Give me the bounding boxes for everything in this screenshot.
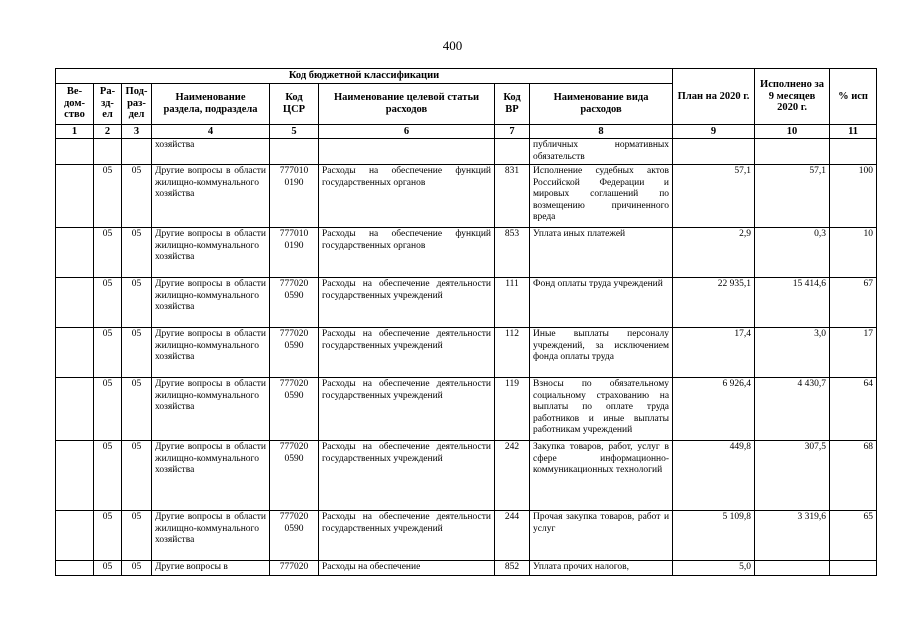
table-row [56, 378, 877, 441]
cell-subsection [122, 139, 152, 165]
cell-expense-type-name: Иные выплаты персоналу учреждений, за исключением фонда оплаты труда [530, 328, 673, 378]
column-header-section-name: Наименование раздела, подраздела [152, 83, 270, 124]
cell-expense-type-name: Прочая закупка товаров, работ и услуг [530, 511, 673, 561]
cell-department [56, 561, 94, 576]
cell-plan: 2,9 [673, 228, 755, 278]
cell-plan: 6 926,4 [673, 378, 755, 441]
cell-expense-type-name: Фонд оплаты труда учреждений [530, 278, 673, 328]
cell-expense-type-name: Уплата прочих налогов, [530, 561, 673, 576]
column-header-percent: % исп [830, 69, 877, 125]
cell-section: 05 [94, 228, 122, 278]
column-number: 4 [152, 124, 270, 139]
cell-plan: 17,4 [673, 328, 755, 378]
cell-department [56, 139, 94, 165]
column-number: 2 [94, 124, 122, 139]
cell-vr-code: 244 [495, 511, 530, 561]
cell-vr-code: 853 [495, 228, 530, 278]
cell-percent: 65 [830, 511, 877, 561]
table-row [56, 561, 877, 576]
cell-executed [755, 139, 830, 165]
cell-plan: 5,0 [673, 561, 755, 576]
cell-csr-code: 777020 0590 [270, 278, 319, 328]
cell-expense-type-name: публичных нормативных обязательств [530, 139, 673, 165]
cell-section-name: Другие вопросы в области жилищно-коммунального хозяйства [152, 228, 270, 278]
budget-classification-header: Код бюджетной классификации [56, 69, 673, 84]
cell-target-item-name: Расходы на обеспечение деятельности государственных учреждений [319, 441, 495, 511]
column-header-section: Ра- зд- ел [94, 83, 122, 124]
cell-percent: 64 [830, 378, 877, 441]
cell-csr-code [270, 139, 319, 165]
cell-percent: 67 [830, 278, 877, 328]
cell-vr-code [495, 139, 530, 165]
column-number: 5 [270, 124, 319, 139]
cell-executed: 307,5 [755, 441, 830, 511]
cell-section-name: Другие вопросы в [152, 561, 270, 576]
cell-subsection: 05 [122, 278, 152, 328]
cell-csr-code: 777020 0590 [270, 511, 319, 561]
cell-plan: 22 935,1 [673, 278, 755, 328]
cell-percent [830, 561, 877, 576]
cell-vr-code: 112 [495, 328, 530, 378]
cell-plan [673, 139, 755, 165]
cell-percent [830, 139, 877, 165]
cell-csr-code: 777010 0190 [270, 165, 319, 228]
cell-subsection: 05 [122, 378, 152, 441]
column-number: 9 [673, 124, 755, 139]
cell-expense-type-name: Закупка товаров, работ, услуг в сфере информационно-коммуникационных технологий [530, 441, 673, 511]
cell-section: 05 [94, 378, 122, 441]
cell-section: 05 [94, 328, 122, 378]
cell-percent: 10 [830, 228, 877, 278]
cell-target-item-name: Расходы на обеспечение деятельности государственных учреждений [319, 278, 495, 328]
table-body [56, 139, 877, 576]
table-row [56, 165, 877, 228]
column-number: 7 [495, 124, 530, 139]
cell-csr-code: 777010 0190 [270, 228, 319, 278]
cell-target-item-name: Расходы на обеспечение деятельности государственных учреждений [319, 511, 495, 561]
cell-target-item-name: Расходы на обеспечение деятельности государственных учреждений [319, 378, 495, 441]
cell-executed: 3 319,6 [755, 511, 830, 561]
column-number: 3 [122, 124, 152, 139]
cell-csr-code: 777020 0590 [270, 441, 319, 511]
cell-csr-code: 777020 0590 [270, 328, 319, 378]
cell-section-name: Другие вопросы в области жилищно-коммунального хозяйства [152, 511, 270, 561]
table-row [56, 278, 877, 328]
cell-department [56, 328, 94, 378]
page-number: 400 [442, 38, 463, 53]
cell-target-item-name: Расходы на обеспечение [319, 561, 495, 576]
budget-execution-table [55, 68, 877, 576]
cell-subsection: 05 [122, 511, 152, 561]
cell-department [56, 165, 94, 228]
table-row [56, 441, 877, 511]
cell-section: 05 [94, 441, 122, 511]
column-number: 11 [830, 124, 877, 139]
column-header-department: Ве- дом- ство [56, 83, 94, 124]
cell-subsection: 05 [122, 165, 152, 228]
cell-section-name: Другие вопросы в области жилищно-коммунального хозяйства [152, 278, 270, 328]
column-number: 8 [530, 124, 673, 139]
cell-plan: 57,1 [673, 165, 755, 228]
column-header-vr-code: Код ВР [495, 83, 530, 124]
cell-vr-code: 119 [495, 378, 530, 441]
column-header-subsection: Под- раз- дел [122, 83, 152, 124]
column-header-expense-type-name: Наименование вида расходов [530, 83, 673, 124]
cell-target-item-name: Расходы на обеспечение функций государственных органов [319, 165, 495, 228]
column-number: 6 [319, 124, 495, 139]
cell-executed [755, 561, 830, 576]
cell-plan: 5 109,8 [673, 511, 755, 561]
column-number: 1 [56, 124, 94, 139]
column-header-csr-code: Код ЦСР [270, 83, 319, 124]
cell-section [94, 139, 122, 165]
column-header-target-item-name: Наименование целевой статьи расходов [319, 83, 495, 124]
cell-executed: 57,1 [755, 165, 830, 228]
cell-executed: 4 430,7 [755, 378, 830, 441]
table-row [56, 228, 877, 278]
cell-csr-code: 777020 0590 [270, 378, 319, 441]
cell-section-name: хозяйства [152, 139, 270, 165]
cell-vr-code: 242 [495, 441, 530, 511]
cell-department [56, 378, 94, 441]
cell-expense-type-name: Уплата иных платежей [530, 228, 673, 278]
cell-section-name: Другие вопросы в области жилищно-коммунального хозяйства [152, 441, 270, 511]
cell-executed: 0,3 [755, 228, 830, 278]
table-row [56, 511, 877, 561]
cell-department [56, 511, 94, 561]
cell-section: 05 [94, 165, 122, 228]
cell-percent: 17 [830, 328, 877, 378]
cell-subsection: 05 [122, 328, 152, 378]
cell-vr-code: 852 [495, 561, 530, 576]
cell-percent: 100 [830, 165, 877, 228]
table-row [56, 328, 877, 378]
cell-vr-code: 831 [495, 165, 530, 228]
cell-subsection: 05 [122, 441, 152, 511]
cell-expense-type-name: Взносы по обязательному социальному страхованию на выплаты по оплате труда работников и иные выплаты работникам учреждений [530, 378, 673, 441]
cell-executed: 15 414,6 [755, 278, 830, 328]
cell-section-name: Другие вопросы в области жилищно-коммунального хозяйства [152, 378, 270, 441]
cell-section: 05 [94, 278, 122, 328]
cell-csr-code: 777020 [270, 561, 319, 576]
cell-expense-type-name: Исполнение судебных актов Российской Федерации и мировых соглашений по возмещению причиненного вреда [530, 165, 673, 228]
cell-section: 05 [94, 561, 122, 576]
column-header-executed: Исполнено за 9 месяцев 2020 г. [755, 69, 830, 125]
column-number: 10 [755, 124, 830, 139]
cell-target-item-name [319, 139, 495, 165]
cell-department [56, 228, 94, 278]
cell-section: 05 [94, 511, 122, 561]
cell-percent: 68 [830, 441, 877, 511]
table-row [56, 139, 877, 165]
cell-target-item-name: Расходы на обеспечение деятельности государственных учреждений [319, 328, 495, 378]
cell-plan: 449,8 [673, 441, 755, 511]
cell-subsection: 05 [122, 561, 152, 576]
cell-section-name: Другие вопросы в области жилищно-коммунального хозяйства [152, 328, 270, 378]
cell-target-item-name: Расходы на обеспечение функций государственных органов [319, 228, 495, 278]
cell-vr-code: 111 [495, 278, 530, 328]
cell-department [56, 441, 94, 511]
cell-subsection: 05 [122, 228, 152, 278]
column-header-plan: План на 2020 г. [673, 69, 755, 125]
cell-section-name: Другие вопросы в области жилищно-коммунального хозяйства [152, 165, 270, 228]
cell-executed: 3,0 [755, 328, 830, 378]
cell-department [56, 278, 94, 328]
